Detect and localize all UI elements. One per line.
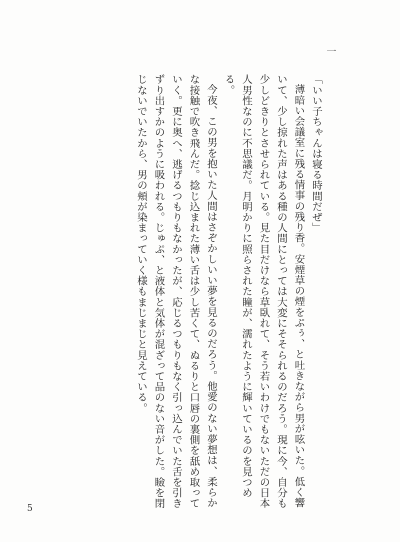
paragraph: 「いい子ちゃんは寝る時間だぜ」 bbox=[310, 74, 322, 233]
chapter-number: 一 bbox=[324, 46, 335, 56]
paragraph: 薄暗い会議室に残る情事の残り香。安煙草の煙をぷぅ、と吐きながら男が呟いた。低く響いて、少し掠れた声はある種の人間にとっては大変にそそられるのだろう。現に今、自分も少しどきりとさせられている。見た目だけなら草臥れて、そう若いわけでもないただの日本人男性なのに不思議だ。月明かりに照らされた瞳が、濡れたように輝いているのを見つめる。 bbox=[222, 74, 305, 509]
paragraph: 今夜、この男を抱いた人間はさぞかしいい夢を見るのだろう。他愛のない夢想は、柔らかな接触で吹き飛んだ。捻じ込まれた薄い舌は少し苦くて、ぬるりと口唇の裏側を舐め取っていく。更に奥へ、逃げるつもりもなかったが、応じるつもりもなく引っ込んでいた舌を引きずり出すかのように吸われる。じゅぷ、と液体と気体が混ざって品のない音がした。瞼を閉じないでいたから、男の頬が染まっていく様もまじまじと見えている。 bbox=[135, 74, 217, 509]
page-number: 5 bbox=[27, 504, 33, 514]
body-text bbox=[28, 74, 324, 510]
